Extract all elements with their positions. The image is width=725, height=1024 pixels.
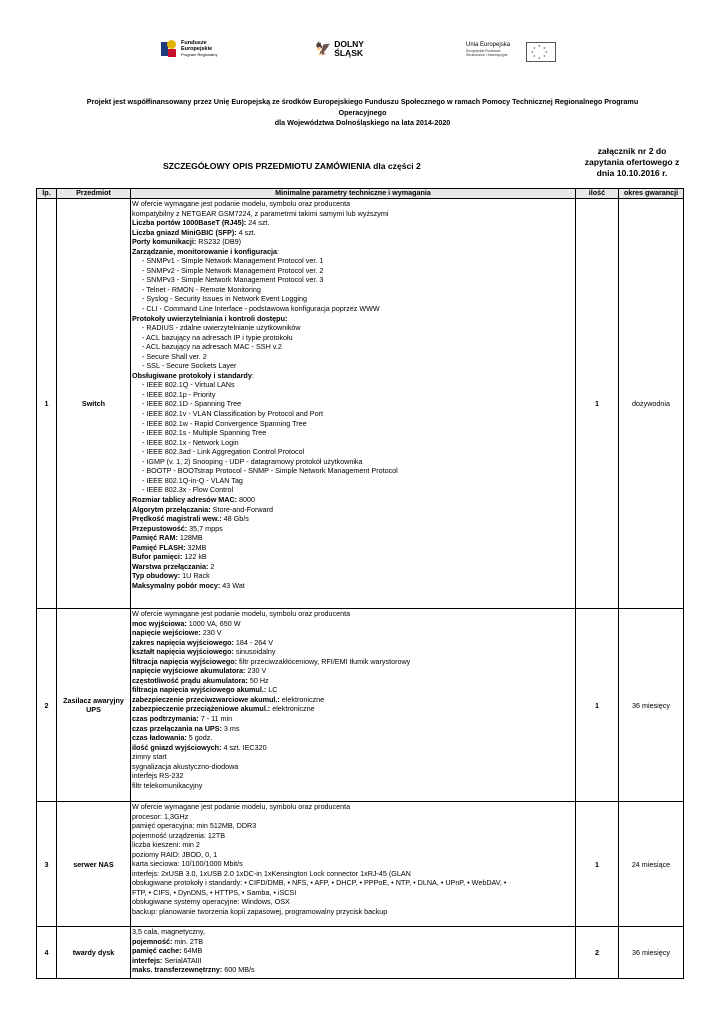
param-line [132, 762, 574, 772]
param-value: 230 V [200, 628, 222, 638]
param-line [132, 581, 574, 591]
param-line [132, 285, 574, 295]
param-line [132, 533, 574, 543]
param-value: obsługiwane systemy operacyjne: Windows, OSX [132, 897, 290, 907]
param-label: Obsługiwane protokoły i standardy [132, 370, 252, 380]
param-line [132, 812, 574, 822]
param-value: SerialATAIII [162, 955, 202, 965]
param-label: napięcie wyjściowe akumulatora: [132, 666, 246, 676]
param-value: backup: planowanie tworzenia kopii zapasowej, programowalny przycisk backup [132, 907, 388, 917]
param-label: kształt napięcia wyjściowego: [132, 647, 234, 657]
param-value: procesor: 1,3GHz [132, 811, 189, 821]
param-label: interfejs: [132, 955, 163, 965]
param-line [132, 878, 574, 888]
param-value: liczba kieszeni: min 2 [132, 840, 200, 850]
param-value: poziomy RAID: JBOD, 0, 1 [132, 849, 218, 859]
param-line [132, 399, 574, 409]
cell-params [131, 609, 576, 802]
param-line [132, 571, 574, 581]
param-label: Pamięć FLASH: [132, 542, 186, 552]
param-line [132, 743, 574, 753]
param-line [132, 390, 574, 400]
param-value: - IEEE 802.3x - Flow Control [142, 485, 234, 495]
attachment-line-1: załącznik nr 2 do [597, 146, 667, 156]
param-line [132, 685, 574, 695]
param-line [132, 361, 574, 371]
param-line [132, 946, 574, 956]
fundusze-europejskie-logo [161, 40, 219, 58]
param-label: Algorytm przełączania: [132, 504, 211, 514]
param-line [132, 619, 574, 629]
param-label: filtracja napięcia wyjściowego: [132, 656, 238, 666]
param-line [132, 714, 574, 724]
param-line [132, 495, 574, 505]
param-value: 50 Hz [247, 675, 269, 685]
param-value: LC [266, 685, 278, 695]
param-line [132, 859, 574, 869]
param-line [132, 438, 574, 448]
cell-lp: 4 [37, 927, 57, 979]
param-value: - SSL - Secure Sockets Layer [142, 361, 237, 371]
cell-warranty: 24 miesiące [619, 802, 684, 927]
dolny-slask-logo [315, 40, 374, 58]
param-label: Liczba gniazd MiniGBIC (SFP): [132, 227, 237, 237]
param-label: napięcie wejściowe: [132, 628, 201, 638]
param-line [132, 323, 574, 333]
param-line [132, 304, 574, 314]
eu-flag-icon: ★ ★ ★ ★ ★ ★ ★ ★ [526, 42, 556, 62]
param-line [132, 457, 574, 467]
param-value: - Telnet - RMON - Remote Monitoring [142, 284, 261, 294]
param-value: 5 godz. [186, 733, 213, 743]
param-value: sygnalizacja akustyczno-diodowa [132, 761, 239, 771]
eagle-icon: 🦅 [315, 41, 332, 56]
project-line-2: Operacyjnego [338, 107, 387, 117]
param-line [132, 380, 574, 390]
param-line [132, 562, 574, 572]
param-line [132, 724, 574, 734]
param-line [132, 802, 574, 812]
param-value: W ofercie wymagane jest podanie modelu, symbolu oraz producenta [132, 802, 351, 811]
table-row [37, 199, 684, 609]
param-label: filtracja napięcia wyjściowego akumul.: [132, 685, 267, 695]
param-line [132, 333, 574, 343]
param-line [132, 733, 574, 743]
param-value: Store-and-Forward [210, 504, 274, 514]
param-value: - ACL bazujący na adresach IP i typie protokołu [142, 332, 293, 342]
project-line-3: dla Województwa Dolnośląskiego na lata 2014-2020 [274, 118, 451, 127]
param-value: interfejs RS-232 [132, 771, 184, 781]
param-value: 4 szt. IEC320 [221, 742, 267, 752]
param-line [132, 628, 574, 638]
param-line [132, 218, 574, 228]
param-value: 35,7 mpps [187, 523, 223, 533]
param-line [132, 657, 574, 667]
param-value: - Syslog - Security Issues in Network Event Logging [142, 294, 307, 304]
table-row [37, 609, 684, 802]
project-line-1: Projekt jest współfinansowany przez Unię Europejską ze środków Europejskiego Funduszu Społecznego w ramach Pomocy Technicznej Regionalnego Programu [86, 97, 639, 106]
param-label: czas przełączania na UPS: [132, 723, 222, 733]
param-label: Bufor pamięci: [132, 552, 183, 562]
param-line [132, 771, 574, 781]
param-line [132, 781, 574, 791]
param-value: elektroniczne [270, 704, 315, 714]
param-line [132, 831, 574, 841]
param-value: - IEEE 802.1p - Priority [142, 389, 216, 399]
param-line [132, 466, 574, 476]
param-line [132, 956, 574, 966]
attachment-line-3: dnia 10.10.2016 r. [596, 168, 668, 178]
param-value: 48 Gb/s [221, 514, 249, 524]
param-line [132, 666, 574, 676]
specification-table [36, 188, 684, 979]
param-line [132, 821, 574, 831]
fe-name: Fundusze Europejskie [181, 40, 213, 52]
param-value: - IGMP (v. 1, 2) Snooping - UDP - datagramowy protokół użytkownika [142, 456, 363, 466]
param-line [132, 228, 574, 238]
param-value: 3,5 cala, magnetyczny, [132, 927, 205, 936]
param-line [132, 247, 574, 257]
param-label: pamięć cache: [132, 946, 182, 956]
param-value: 184 - 264 V [233, 637, 274, 647]
param-value: - IEEE 802.1v - VLAN Classification by Protocol and Port [142, 409, 323, 419]
ds-name: DOLNY ŚLĄSK [334, 39, 364, 58]
cell-qty: 1 [576, 609, 619, 802]
project-info [40, 97, 685, 129]
param-line [132, 342, 574, 352]
param-value: W ofercie wymagane jest podanie modelu, symbolu oraz producenta [132, 199, 351, 208]
cell-params [131, 199, 576, 609]
param-value: 1U Rack [180, 571, 210, 581]
param-line [132, 850, 574, 860]
param-line [132, 840, 574, 850]
param-value: 230 V [245, 666, 267, 676]
cell-lp: 1 [37, 199, 57, 609]
param-line [132, 543, 574, 553]
param-value: - RADIUS - zdalne uwierzytelnianie użytkowników [142, 323, 301, 333]
param-label: Rozmiar tablicy adresów MAC: [132, 494, 238, 504]
param-line [132, 897, 574, 907]
param-line [132, 638, 574, 648]
param-value: interfejs: 2xUSB 3.0, 1xUSB 2.0 1xDC-in 1xKensington Lock connector 1xRJ-45 (GLAN [132, 868, 411, 878]
param-value: W ofercie wymagane jest podanie modelu, symbolu oraz producenta [132, 609, 351, 618]
param-label: Protokoły uwierzytelniania i kontroli dostępu: [132, 313, 288, 323]
param-line [132, 256, 574, 266]
param-label: ilość gniazd wyjściowych: [132, 742, 222, 752]
cell-item: Zasilacz awaryjny UPS [57, 609, 131, 802]
param-value: : [276, 246, 279, 256]
cell-qty: 2 [576, 927, 619, 979]
param-value: elektroniczne [279, 694, 325, 704]
param-label: Porty komunikacji: [132, 237, 197, 247]
cell-lp: 3 [37, 802, 57, 927]
param-label: czas podtrzymania: [132, 714, 199, 724]
header-item: Przedmiot [57, 189, 131, 199]
attachment-note [573, 146, 691, 179]
param-line [132, 609, 574, 619]
param-value: - SNMPv1 - Simple Network Management Protocol ver. 1 [142, 256, 324, 266]
param-line [132, 752, 574, 762]
unia-europejska-logo [466, 42, 556, 62]
param-value: zimny start [132, 752, 167, 762]
param-line [132, 476, 574, 486]
cell-warranty: 36 miesięcy [619, 927, 684, 979]
param-value: - IEEE 802.3ad - Link Aggregation Control Protocol [142, 447, 305, 457]
param-label: Pamięć RAM: [132, 533, 178, 543]
fe-logo-icon [161, 40, 177, 58]
param-line [132, 199, 574, 209]
header-qty: ilość [576, 189, 619, 199]
param-line [132, 965, 574, 975]
param-value: 1000 VA, 650 W [186, 618, 241, 628]
param-value: - IEEE 802.1Q-in-Q - VLAN Tag [142, 475, 243, 485]
param-line [132, 704, 574, 714]
param-value: FTP, • CIFS, • DynDNS, • HTTPS, • Samba, • iSCSI [132, 887, 297, 897]
param-line [132, 907, 574, 917]
param-value: - ACL bazujący na adresach MAC - SSH v.2 [142, 342, 282, 352]
cell-item: twardy dysk [57, 927, 131, 979]
cell-lp: 2 [37, 609, 57, 802]
param-label: maks. transferzewnętrzny: [132, 965, 223, 975]
param-value: sinusoidalny [233, 647, 276, 657]
param-line [132, 869, 574, 879]
cell-item: serwer NAS [57, 802, 131, 927]
param-value: karta sieciowa: 10/100/1000 Mbit/s [132, 859, 243, 869]
param-line [132, 209, 574, 219]
param-label: zabezpieczenie przeciwzwarciowe akumul.: [132, 694, 280, 704]
cell-warranty: 36 miesięcy [619, 609, 684, 802]
param-line [132, 371, 574, 381]
header-params: Minimalne parametry techniczne i wymagania [131, 189, 576, 199]
param-value: - SNMPv3 - Simple Network Management Protocol ver. 3 [142, 275, 324, 285]
param-label: pojemność: [132, 936, 173, 946]
param-line [132, 294, 574, 304]
param-line [132, 514, 574, 524]
param-line [132, 552, 574, 562]
param-value: 2 [208, 561, 215, 571]
param-line [132, 419, 574, 429]
param-line [132, 888, 574, 898]
param-value: 4 szt. [236, 227, 256, 237]
ue-name: Unia Europejska [466, 42, 511, 48]
cell-warranty: dożywodnia [619, 199, 684, 609]
param-value: - IEEE 802.1w - Rapid Convergence Spanning Tree [142, 418, 307, 428]
param-line [132, 275, 574, 285]
param-label: zabezpieczenie przeciążeniowe akumul.: [132, 704, 271, 714]
param-label: czas ładowania: [132, 733, 187, 743]
param-value: 8000 [237, 494, 256, 504]
table-row [37, 927, 684, 979]
logo-bar [0, 38, 725, 68]
param-line [132, 524, 574, 534]
cell-item: Switch [57, 199, 131, 609]
attachment-line-2: zapytania ofertowego z [584, 157, 680, 167]
table-row [37, 802, 684, 927]
param-line [132, 447, 574, 457]
param-value: min. 2TB [172, 936, 204, 946]
param-value: 64MB [181, 946, 203, 956]
param-label: Prędkość magistrali wew.: [132, 514, 222, 524]
param-value: 24 szt. [246, 218, 270, 228]
param-label: moc wyjściowa: [132, 618, 187, 628]
param-value: - SNMPv2 - Simple Network Management Protocol ver. 2 [142, 265, 324, 275]
param-value: 43 Wat [220, 580, 245, 590]
param-line [132, 266, 574, 276]
param-value: filtr przeciwzakłóceniowy, RFI/EMI tłumik warystorowy [237, 656, 411, 666]
param-line [132, 485, 574, 495]
param-value: RS232 (DB9) [196, 237, 242, 247]
param-value: - Secure Shall ver. 2 [142, 351, 207, 361]
param-label: Typ obudowy: [132, 571, 181, 581]
param-value: 128MB [177, 533, 203, 543]
cell-qty: 1 [576, 802, 619, 927]
document-title: SZCZEGÓŁOWY OPIS PRZEDMIOTU ZAMÓWIENIA dla części 2 [163, 161, 421, 171]
param-label: zakres napięcia wyjściowego: [132, 637, 234, 647]
param-value: pojemność urządzenia: 12TB [132, 830, 226, 840]
param-line [132, 676, 574, 686]
param-value: 122 kB [182, 552, 207, 562]
table-header-row [37, 189, 684, 199]
param-line [132, 237, 574, 247]
param-line [132, 695, 574, 705]
param-value: 7 - 11 min [198, 714, 233, 724]
param-label: Zarządzanie, monitorowanie i konfiguracja [132, 246, 277, 256]
param-value: - IEEE 802.1x - Network Login [142, 437, 239, 447]
param-label: Maksymalny pobór mocy: [132, 580, 221, 590]
param-value: 3 ms [221, 723, 240, 733]
param-value: - BOOTP - BOOTstrap Protocol - SNMP - Simple Network Management Protocol [142, 466, 398, 476]
fe-sub: Program Regionalny [181, 52, 218, 57]
param-value: : [251, 370, 254, 380]
cell-params [131, 802, 576, 927]
param-line [132, 428, 574, 438]
param-line [132, 647, 574, 657]
param-line [132, 937, 574, 947]
cell-qty: 1 [576, 199, 619, 609]
param-value: 32MB [185, 542, 207, 552]
param-value: - IEEE 802.1Q - Virtual LANs [142, 380, 235, 390]
param-value: 600 MB/s [222, 965, 255, 975]
param-line [132, 505, 574, 515]
param-label: częstotliwość prądu akumulatora: [132, 675, 248, 685]
header-warranty: okres gwarancji [619, 189, 684, 199]
ue-sub: Europejskie Fundusze Strukturalne i Inwestycyjne [466, 48, 508, 57]
param-value: filtr telekomunikacyjny [132, 780, 203, 790]
param-value: - IEEE 802.1s - Multiple Spanning Tree [142, 428, 267, 438]
param-line [132, 314, 574, 324]
param-value: - CLI - Command Line Interface - podstawowa konfiguracja poprzez WWW [142, 304, 380, 314]
cell-params [131, 927, 576, 979]
param-label: Liczba portów 1000BaseT (RJ45): [132, 218, 247, 228]
param-label: Warstwa przełączania: [132, 561, 209, 571]
param-line [132, 409, 574, 419]
header-lp: lp. [37, 189, 57, 199]
param-value: obsługiwane protokoły i standardy: • CIFD/DMB, • NFS, • AFP, • DHCP, • PPPoE, • NTP, • DLNA, • UPnP, • WebDAV, • [132, 878, 507, 888]
param-line [132, 352, 574, 362]
param-value: kompatybilny z NETGEAR GSM7224, z parametrmi takimi samymi lub wyższymi [132, 208, 389, 218]
param-value: - IEEE 802.1D - Spanning Tree [142, 399, 242, 409]
param-label: Przepustowość: [132, 523, 188, 533]
param-line [132, 927, 574, 937]
param-value: pamięć operacyjna: min 512MB, DDR3 [132, 821, 257, 831]
